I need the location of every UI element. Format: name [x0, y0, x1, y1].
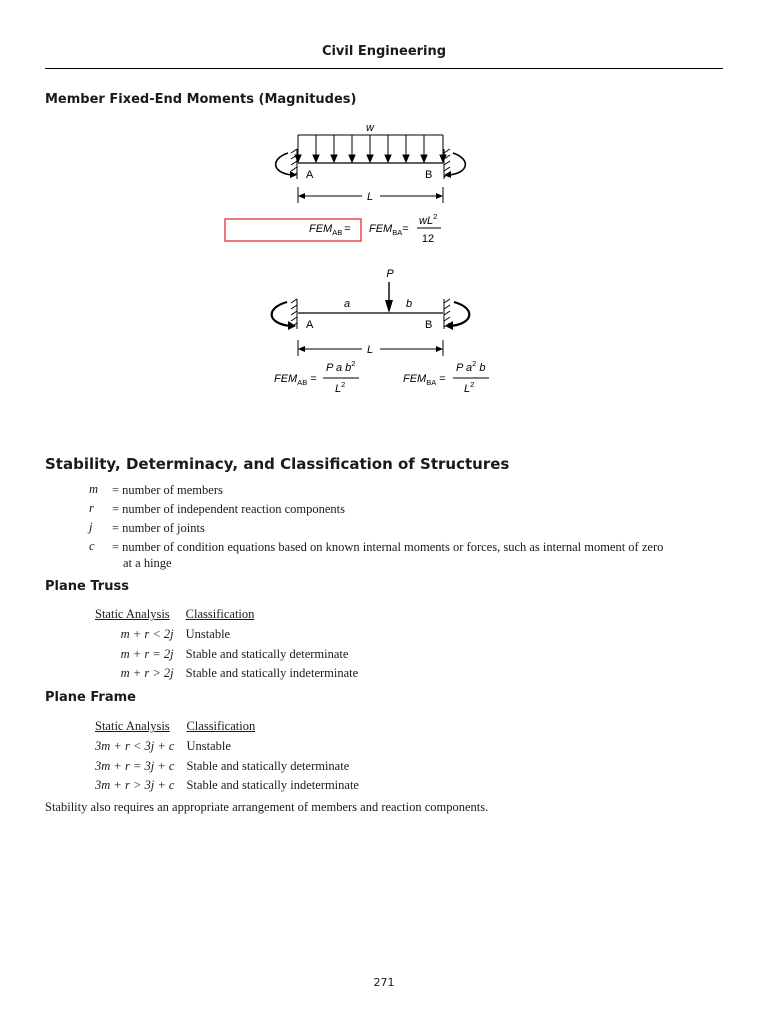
header-rule	[45, 68, 723, 69]
table-row: 3m + r > 3j + c Stable and statically indeterminate	[95, 778, 359, 793]
udl-span-label: L	[366, 191, 374, 203]
point-fem-ab-symbol: $FEM_{AB}$ =	[274, 373, 317, 387]
point-ba-numerator: P $a^2$ b	[456, 359, 486, 374]
fem-udl-diagram	[0, 115, 768, 255]
table-header-row	[95, 717, 359, 737]
udl-numerator: $wL^2$	[419, 212, 438, 227]
point-fem-ba-symbol: $FEM_{BA}$ =	[403, 373, 446, 387]
point-span-label: L	[366, 344, 374, 356]
plane-truss-heading: Plane Truss	[45, 579, 129, 594]
fem-heading: Member Fixed-End Moments (Magnitudes)	[45, 92, 357, 107]
udl-moment-a	[276, 153, 292, 175]
table-row: m + r > 2j Stable and statically indeterminate	[120, 666, 359, 681]
fem-ba-symbol: $FEM_{BA}=$	[369, 223, 409, 237]
table-row: m + r = 2j Stable and statically determinate	[120, 646, 349, 661]
plane-truss-table	[95, 605, 358, 684]
stability-note: Stability also requires an appropriate arrangement of members and reaction components.	[45, 800, 489, 814]
point-b-dist-label: b	[405, 298, 413, 310]
fem-point-load-diagram	[0, 262, 768, 402]
udl-load-label: w	[366, 122, 374, 134]
page-header-title: Civil Engineering	[321, 44, 447, 59]
stability-heading: Stability, Determinacy, and Classification of Structures	[45, 455, 510, 473]
udl-end-b-label: B	[425, 169, 433, 181]
plane-frame-table	[95, 717, 359, 796]
point-ab-numerator: P a $b^2$	[326, 359, 356, 374]
table-row: m + r < 2j Unstable	[120, 627, 231, 642]
table-row: 3m + r < 3j + c Unstable	[95, 739, 231, 754]
table-header-row	[95, 605, 358, 625]
col-static-analysis: Static Analysis	[95, 719, 170, 734]
udl-end-a-label: A	[306, 169, 314, 181]
udl-moment-b	[449, 153, 465, 175]
udl-denominator: 12	[421, 233, 435, 245]
table-row: 3m + r = 3j + c Stable and statically determinate	[95, 758, 350, 773]
page-number: 271	[373, 976, 395, 989]
point-ab-denominator: $L^2$	[335, 380, 346, 395]
col-classification: Classification	[186, 719, 256, 734]
col-classification: Classification	[185, 607, 255, 622]
point-end-a-label: A	[306, 319, 314, 331]
point-ba-denominator: $L^2$	[464, 380, 475, 395]
fem-ab-symbol: $FEM_{AB}$ =	[309, 223, 351, 237]
point-load-label: P	[386, 268, 394, 280]
point-a-dist-label: a	[343, 298, 351, 310]
udl-load-arrows	[295, 135, 446, 162]
col-static-analysis: Static Analysis	[95, 607, 170, 622]
point-end-b-label: B	[425, 319, 433, 331]
plane-frame-heading: Plane Frame	[45, 690, 136, 705]
